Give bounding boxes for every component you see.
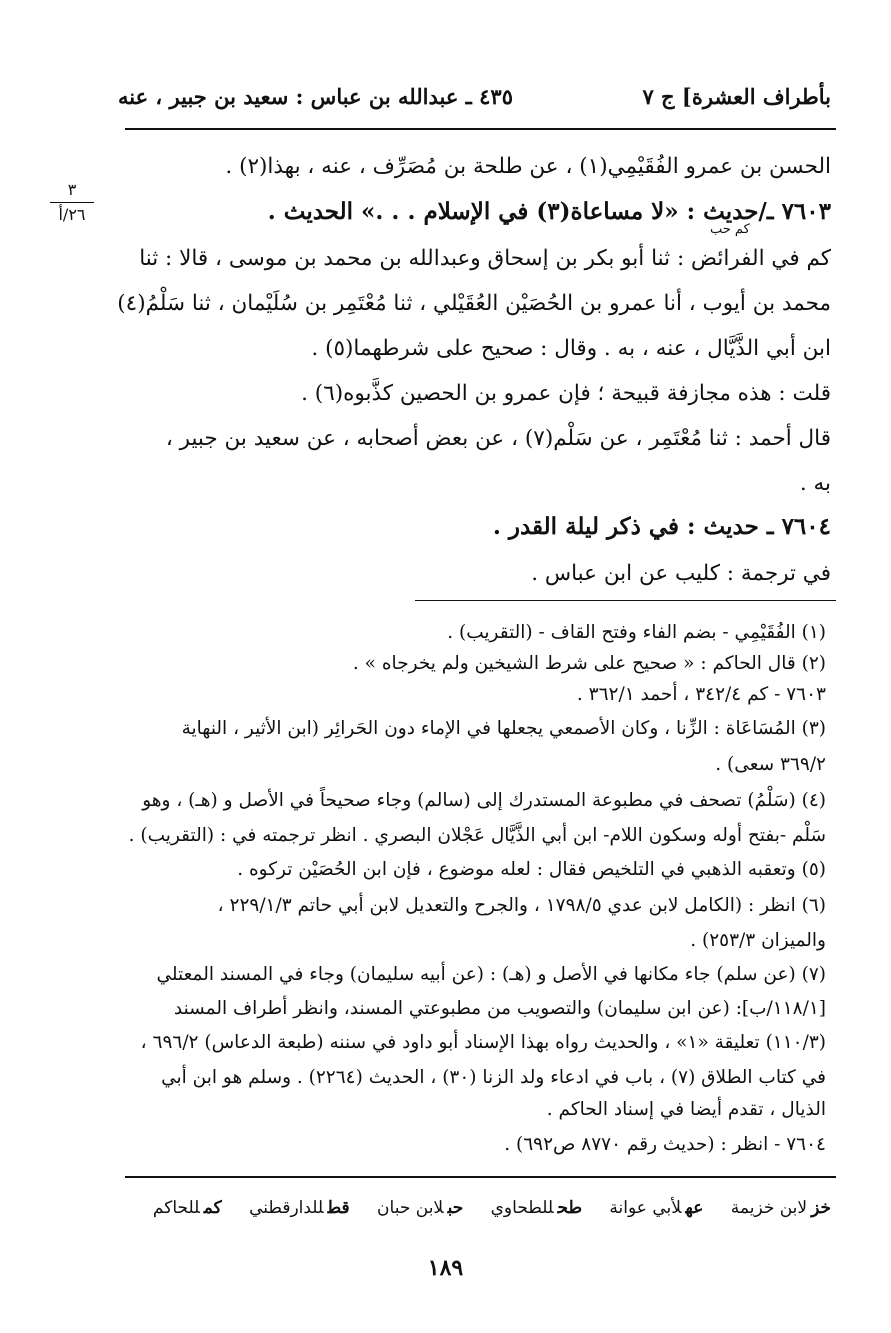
footnote-line: ٣٦٩/٢ سعى) . (715, 754, 826, 775)
main-line: ابن أبي الذَّيَّال ، عنه ، به . وقال : صحيح على شرطهما(٥) . (311, 336, 831, 361)
footnote-line: (٢) قال الحاكم : « صحيح على شرط الشيخين ولم يخرجاه » . (352, 653, 826, 674)
footnote-line: ٧٦٠٣ - كم ٣٤٢/٤ ، أحمد ٣٦٢/١ . (576, 684, 826, 705)
main-line: في ترجمة : كليب عن ابن عباس . (531, 561, 831, 586)
page-header (120, 84, 831, 120)
footer-rule (125, 1176, 836, 1178)
footnote-line: (٤) (سَلْمُ) تصحف في مطبوعة المستدرك إلى (سالم) وجاء صحيحاً في الأصل و (هـ) ، وهو (142, 790, 826, 811)
main-line: الحسن بن عمرو الفُقَيْمِي(١) ، عن طلحة بن مُصَرِّف ، عنه ، بهذا(٢) . (225, 154, 831, 179)
abbreviation: قطللدارقطني (249, 1198, 350, 1218)
margin-note-bottom: ٢٦/أ (58, 205, 86, 224)
margin-note-top: ٣ (50, 180, 94, 203)
main-line: به . (799, 471, 831, 496)
footnote-line: والميزان ٢٥٣/٣) . (690, 930, 826, 951)
footnote-line: (١١٠/٣) تعليقة «١» ، والحديث رواه بهذا الإسناد أبو داود في سننه (طبعة الدعاس) ٦٩٦/٢ ، (140, 1032, 826, 1053)
footnote-line: ٧٦٠٤ - انظر : (حديث رقم ٨٧٧٠ ص٦٩٢) . (504, 1134, 826, 1155)
header-chapter-title: ٤٣٥ ـ عبدالله بن عباس : سعيد بن جبير ، عنه (118, 84, 513, 109)
page-number: ١٨٩ (427, 1255, 464, 1281)
footnote-line: (٣) المُسَاعَاة : الزِّنا ، وكان الأصمعي يجعلها في الإماء دون الحَرائِر (ابن الأثير ، النهاية (181, 718, 826, 739)
main-line: قال أحمد : ثنا مُعْتَمِر ، عن سَلْم(٧) ، عن بعض أصحابه ، عن سعيد بن جبير ، (165, 426, 831, 451)
hadith-heading: ٧٦٠٣ ـ/حديث : «لا مساعاة(٣) في الإسلام . . .» الحديث . (267, 198, 831, 225)
footnote-line: (٥) وتعقبه الذهبي في التلخيص فقال : لعله موضوع ، فإن ابن الحُصَيْن تركوه . (237, 859, 826, 880)
margin-note (42, 180, 102, 225)
main-line: محمد بن أيوب ، أنا عمرو بن الحُصَيْن العُقَيْلي ، ثنا مُعْتَمِر بن سُلَيْمان ، ثنا سَلْمُ(٤) (117, 291, 831, 316)
header-book-title: بأطراف العشرة] ج ٧ (642, 84, 831, 109)
main-line: قلت : هذه مجازفة قبيحة ؛ فإن عمرو بن الحصين كذَّبوه(٦) . (301, 381, 831, 406)
abbreviation: عهلأبي عوانة (609, 1198, 704, 1218)
footnote-line: الذيال ، تقدم أيضا في إسناد الحاكم . (546, 1099, 826, 1120)
footnote-line: في كتاب الطلاق (٧) ، باب في ادعاء ولد الزنا (٣٠) ، الحديث (٢٢٦٤) . وسلم هو ابن أبي (161, 1067, 826, 1088)
abbreviation: كمللحاكم (152, 1198, 222, 1218)
footnote-line: (٧) (عن سلم) جاء مكانها في الأصل و (هـ) : (عن أبيه سليمان) وجاء في المسند المعتلي (156, 964, 826, 985)
abbreviation: حبلابن حبان (377, 1198, 464, 1218)
header-rule (125, 128, 836, 130)
abbreviations-legend (119, 1198, 831, 1218)
abbreviation: خزلابن خزيمة (730, 1198, 831, 1218)
source-marker: كم حب (710, 222, 750, 237)
abbreviation: طحللطحاوي (490, 1198, 583, 1218)
main-line: كم في الفرائض : ثنا أبو بكر بن إسحاق وعبدالله بن محمد بن موسى ، قالا : ثنا (139, 246, 831, 271)
footnote-separator (415, 600, 836, 601)
hadith-heading: ٧٦٠٤ ـ حديث : في ذكر ليلة القدر . (492, 513, 831, 540)
footnote-line: سَلْم -بفتح أوله وسكون اللام- ابن أبي الذَّيَّال عَجْلان البصري . انظر ترجمته في : (التقريب) . (128, 825, 826, 846)
footnote-line: (٦) انظر : (الكامل لابن عدي ١٧٩٨/٥ ، والجرح والتعديل لابن أبي حاتم ٢٢٩/١/٣ ، (217, 895, 826, 916)
footnote-line: [١١٨/١/ب]: (عن ابن سليمان) والتصويب من مطبوعتي المسند، وانظر أطراف المسند (173, 998, 826, 1019)
footnote-line: (١) الفُقَيْمِي - بضم الفاء وفتح القاف - (التقريب) . (447, 622, 826, 643)
